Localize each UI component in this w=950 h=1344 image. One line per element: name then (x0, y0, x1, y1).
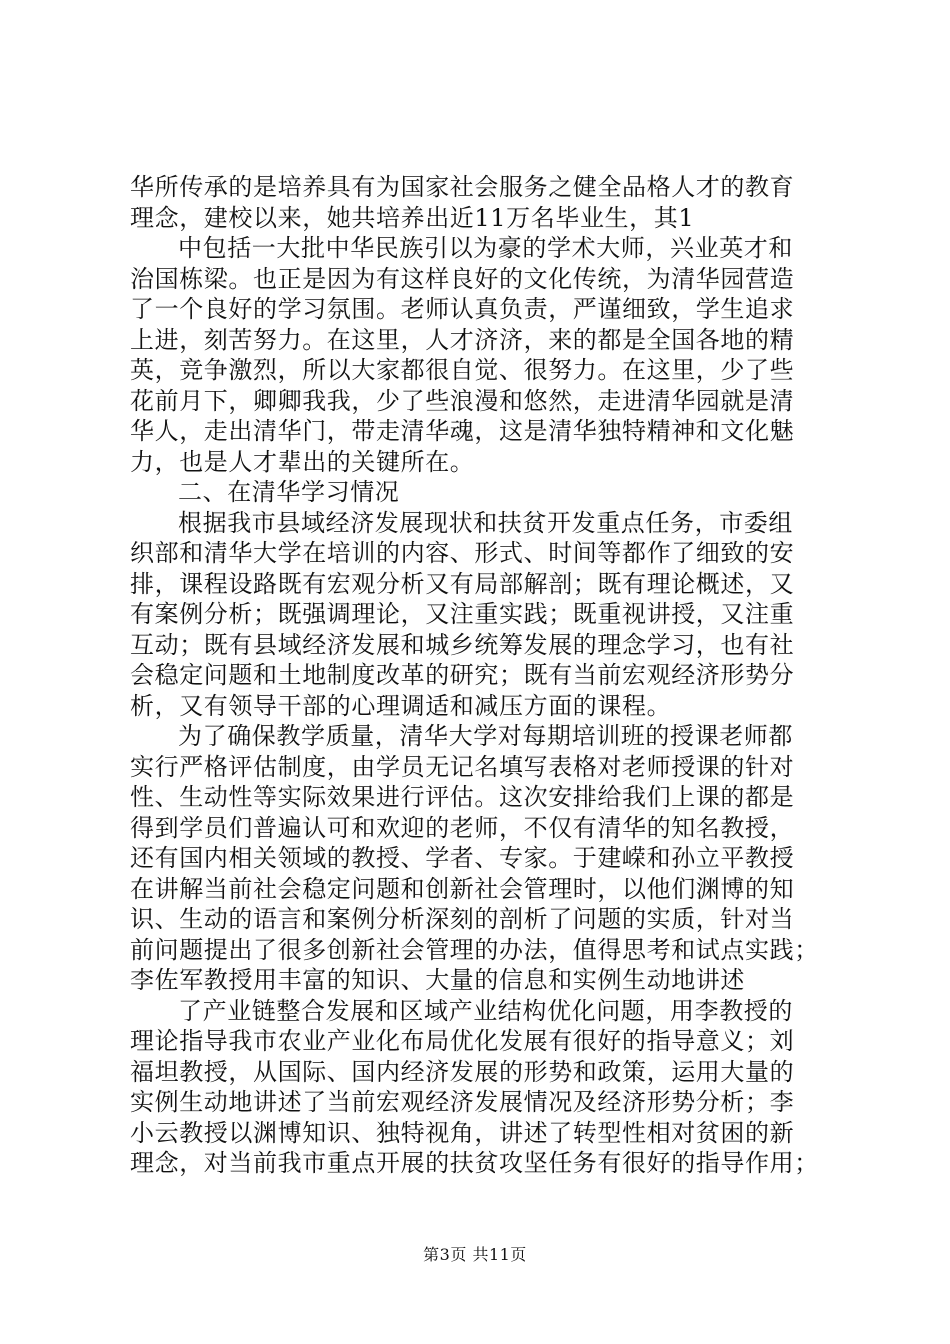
text-line: 小云教授以渊博知识、独特视角，讲述了转型性相对贫困的新 (130, 1118, 795, 1147)
text-line: 理念，建校以来，她共培养出近11万名毕业生，其1 (130, 203, 695, 232)
page-number-footer: 第3页 共11页 (423, 1245, 527, 1264)
text-line: 互动；既有县域经济发展和城乡统筹发展的理念学习，也有社 (130, 630, 795, 659)
text-line: 还有国内相关领域的教授、学者、专家。于建嵘和孙立平教授 (130, 844, 795, 872)
text-line: 实行严格评估制度，由学员无记名填写表格对老师授课的针对 (130, 752, 795, 781)
text-line: 力，也是人才辈出的关键所在。 (130, 447, 475, 476)
text-line: 理念，对当前我市重点开展的扶贫攻坚任务有很好的指导作用； (130, 1149, 819, 1177)
document-body (130, 172, 842, 1179)
text-line: 治国栋梁。也正是因为有这样良好的文化传统，为清华园营造 (130, 264, 795, 293)
text-line: 会稳定问题和土地制度改革的研究；既有当前宏观经济形势分 (130, 661, 795, 689)
text-line: 上进，刻苦努力。在这里，人才济济，来的都是全国各地的精 (130, 325, 795, 354)
text-line: 根据我市县域经济发展现状和扶贫开发重点任务，市委组 (178, 508, 793, 537)
text-line: 识、生动的语言和案例分析深刻的剖析了问题的实质，针对当 (130, 905, 795, 933)
text-line: 李佐军教授用丰富的知识、大量的信息和实例生动地讲述 (130, 966, 745, 994)
text-line: 花前月下，卿卿我我，少了些浪漫和悠然，走进清华园就是清 (130, 386, 795, 415)
text-line: 福坦教授，从国际、国内经济发展的形势和政策，运用大量的 (130, 1057, 795, 1086)
text-line: 排，课程设路既有宏观分析又有局部解剖；既有理论概述，又 (130, 569, 795, 598)
text-line: 中包括一大批中华民族引以为豪的学术大师，兴业英才和 (178, 234, 793, 262)
text-line: 实例生动地讲述了当前宏观经济发展情况及经济形势分析；李 (130, 1088, 795, 1116)
text-line: 华人，走出清华门，带走清华魂，这是清华独特精神和文化魅 (130, 417, 795, 445)
text-line: 析，又有领导干部的心理调适和减压方面的课程。 (130, 691, 672, 720)
text-line: 前问题提出了很多创新社会管理的办法，值得思考和试点实践； (130, 935, 819, 964)
text-line: 理论指导我市农业产业化布局优化发展有很好的指导意义；刘 (130, 1027, 795, 1055)
section-heading: 二、在清华学习情况 (178, 478, 400, 506)
text-line: 得到学员们普遍认可和欢迎的老师，不仅有清华的知名教授， (130, 813, 795, 842)
text-line: 有案例分析；既强调理论，又注重实践；既重视讲授，又注重 (130, 600, 795, 628)
text-line: 华所传承的是培养具有为国家社会服务之健全品格人才的教育 (130, 173, 795, 201)
text-line: 织部和清华大学在培训的内容、形式、时间等都作了细致的安 (130, 539, 795, 567)
text-line: 在讲解当前社会稳定问题和创新社会管理时，以他们渊博的知 (130, 874, 795, 903)
text-line: 英，竞争激烈，所以大家都很自觉、很努力。在这里，少了些 (130, 356, 795, 384)
text-line: 了产业链整合发展和区域产业结构优化问题，用李教授的 (178, 996, 793, 1025)
text-line: 了一个良好的学习氛围。老师认真负责，严谨细致，学生追求 (130, 295, 795, 323)
text-line: 性、生动性等实际效果进行评估。这次安排给我们上课的都是 (130, 783, 795, 811)
text-line: 为了确保教学质量，清华大学对每期培训班的授课老师都 (178, 722, 793, 750)
